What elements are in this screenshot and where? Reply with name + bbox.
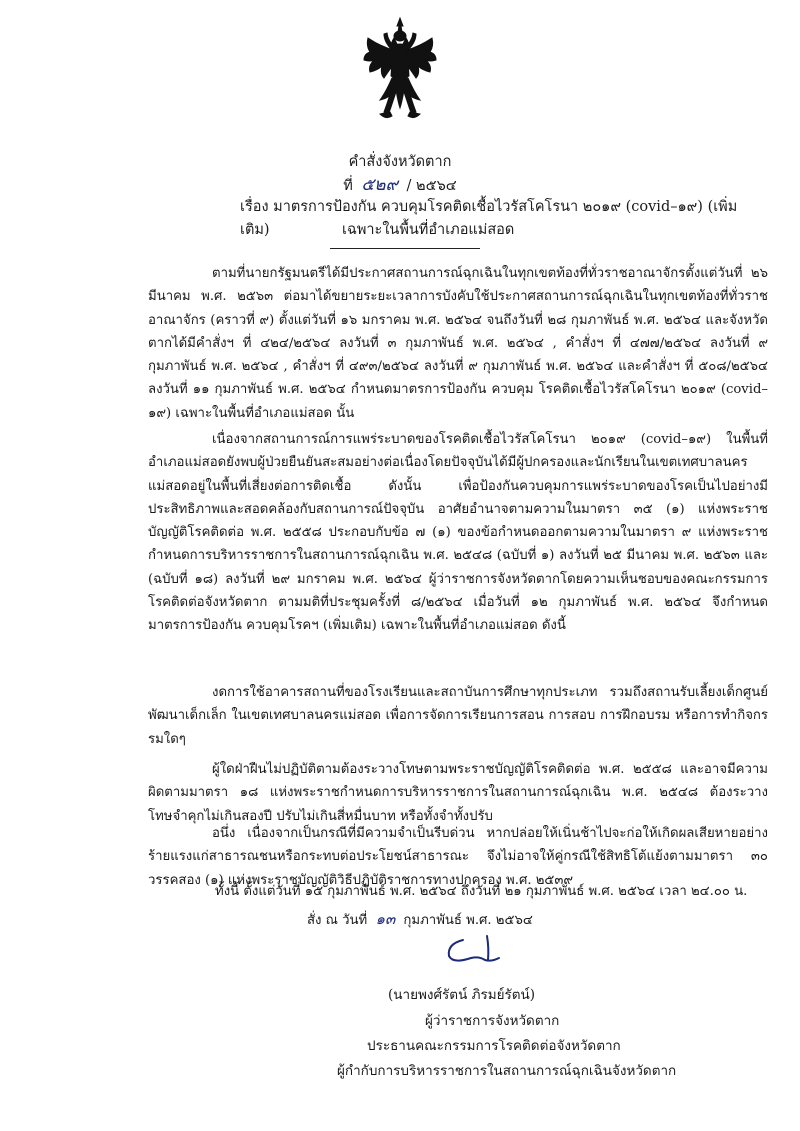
issued-month-year: กุมภาพันธ์ พ.ศ. ๒๕๖๔ bbox=[403, 913, 533, 928]
paragraph-reason: เนื่องจากสถานการณ์การแพร่ระบาดของโรคติดเชื้อไวรัสโคโรนา ๒๐๑๙ (covid–๑๙) ในพื้นที่อำเภอแม่สอดยังพบผู้ป่วยยืนยันสะสมอย่างต่อเนื่องโดยปัจจุบันได้มีผู้ปกครองและนักเรียนในเขตเทศบาลนครแม่สอดอยู่ในพื้นที่เสี่ยงต่อการติดเชื้อ ดังนั้น เพื่อป้องกันควบคุมการแพร่ระบาดของโรคเป็นไปอย่างมีประสิทธิภาพและสอดคล้องกับสถานการณ์ปัจจุบัน อาศัยอำนาจตามความในมาตรา ๓๕ (๑) แห่งพระราชบัญญัติโรคติดต่อ พ.ศ. ๒๕๕๘ ประกอบกับข้อ ๗ (๑) ของข้อกำหนดออกตามความในมาตรา ๙ แห่งพระราชกำหนดการบริหารราชการในสถานการณ์ฉุกเฉิน พ.ศ. ๒๕๔๘ (ฉบับที่ ๑) ลงวันที่ ๒๕ มีนาคม พ.ศ. ๒๕๖๓ และ (ฉบับที่ ๑๘) ลงวันที่ ๒๙ มกราคม พ.ศ. ๒๕๖๔ ผู้ว่าราชการจังหวัดตากโดยความเห็นชอบของคณะกรรมการโรคติดต่อจังหวัดตาก ตามมติที่ประชุมครั้งที่ ๘/๒๕๖๔ เมื่อวันที่ ๑๒ กุมภาพันธ์ พ.ศ. ๒๕๖๔ จึงกำหนดมาตรการป้องกัน ควบคุมโรคฯ (เพิ่มเติม) เฉพาะในพื้นที่อำเภอแม่สอด ดังนี้ bbox=[148, 432, 768, 634]
order-number bbox=[0, 171, 800, 198]
order-number-prefix: ที่ bbox=[343, 178, 353, 194]
subject-line: เรื่อง มาตรการป้องกัน ควบคุมโรคติดเชื้อไวรัสโคโรนา ๒๐๑๙ (covid–๑๙) (เพิ่มเติม) bbox=[240, 199, 738, 238]
issued-day-handwritten: ๑๓ bbox=[375, 910, 396, 928]
signatory-position-emergency-director: ผู้กำกับการบริหารราชการในสถานการณ์ฉุกเฉินจังหวัดตาก bbox=[337, 1063, 677, 1079]
paragraph-measure: งดการใช้อาคารสถานที่ของโรงเรียนและสถาบันการศึกษาทุกประเภท รวมถึงสถานรับเลี้ยงเด็กศูนย์พัฒนาเด็กเล็ก ในเขตเทศบาลนครแม่สอด เพื่อการจัดการเรียนการสอน การสอบ การฝึกอบรม หรือการทำกิจกรรมใดๆ bbox=[148, 685, 768, 747]
order-title: คำสั่งจังหวัดตาก bbox=[348, 154, 452, 170]
garuda-emblem-icon bbox=[360, 16, 440, 126]
order-number-suffix: / ๒๕๖๔ bbox=[406, 178, 457, 194]
title-divider bbox=[330, 248, 480, 249]
effective-period: ทั้งนี้ ตั้งแต่วันที่ ๑๕ กุมภาพันธ์ พ.ศ. ๒๕๖๔ ถึงวันที่ ๒๑ กุมภาพันธ์ พ.ศ. ๒๕๖๔ เวลา ๒๔.๐๐ น. bbox=[215, 884, 748, 899]
signatory-position-governor: ผู้ว่าราชการจังหวัดตาก bbox=[425, 1013, 560, 1029]
signatory-name: (นายพงศ์รัตน์ ภิรมย์รัตน์) bbox=[388, 987, 536, 1003]
signatory-position-committee-chair: ประธานคณะกรรมการโรคติดต่อจังหวัดตาก bbox=[367, 1038, 621, 1054]
paragraph-penalty: ผู้ใดฝ่าฝืนไม่ปฏิบัติตามต้องระวางโทษตามพระราชบัญญัติโรคติดต่อ พ.ศ. ๒๕๕๘ และอาจมีความผิดตามมาตรา ๑๘ แห่งพระราชกำหนดการบริหารราชการในสถานการณ์ฉุกเฉิน พ.ศ. ๒๕๔๘ ต้องระวางโทษจำคุกไม่เกินสองปี ปรับไม่เกินสี่หมื่นบาท หรือทั้งจำทั้งปรับ bbox=[148, 762, 768, 824]
paragraph-urgency: อนึ่ง เนื่องจากเป็นกรณีที่มีความจำเป็นรีบด่วน หากปล่อยให้เนิ่นช้าไปจะก่อให้เกิดผลเสียหายอย่างร้ายแรงแก่สาธารณชนหรือกระทบต่อประโยชน์สาธารณะ จึงไม่อาจให้คู่กรณีใช้สิทธิโต้แย้งตามมาตรา ๓๐ วรรคสอง (๑) แห่งพระราชบัญญัติวิธีปฏิบัติราชการทางปกครอง พ.ศ. ๒๕๓๙ bbox=[148, 826, 768, 888]
order-number-handwritten: ๕๒๙ bbox=[361, 175, 398, 195]
issued-prefix: สั่ง ณ วันที่ bbox=[307, 913, 368, 928]
paragraph-background: ตามที่นายกรัฐมนตรีได้มีประกาศสถานการณ์ฉุกเฉินในทุกเขตท้องที่ทั่วราชอาณาจักรตั้งแต่วันที่ ๒๖ มีนาคม พ.ศ. ๒๕๖๓ ต่อมาได้ขยายระยะเวลาการบังคับใช้ประกาศสถานการณ์ฉุกเฉินในทุกเขตท้องที่ทั่วราชอาณาจักร (คราวที่ ๙) ตั้งแต่วันที่ ๑๖ มกราคม พ.ศ. ๒๕๖๔ จนถึงวันที่ ๒๘ กุมภาพันธ์ พ.ศ. ๒๕๖๔ และจังหวัดตากได้มีคำสั่งฯ ที่ ๔๒๔/๒๕๖๔ ลงวันที่ ๓ กุมภาพันธ์ พ.ศ. ๒๕๖๔ , คำสั่งฯ ที่ ๔๗๗/๒๕๖๔ ลงวันที่ ๙ กุมภาพันธ์ พ.ศ. ๒๕๖๔ , คำสั่งฯ ที่ ๔๙๓/๒๕๖๔ ลงวันที่ ๙ กุมภาพันธ์ พ.ศ. ๒๕๖๔ และคำสั่งฯ ที่ ๕๐๘/๒๕๖๔ ลงวันที่ ๑๑ กุมภาพันธ์ พ.ศ. ๒๕๖๔ กำหนดมาตรการป้องกัน ควบคุม โรคติดเชื้อไวรัสโคโรนา ๒๐๑๙ (covid–๑๙) เฉพาะในพื้นที่อำเภอแม่สอด นั้น bbox=[148, 266, 768, 421]
issued-date bbox=[307, 907, 533, 931]
subject-area: เฉพาะในพื้นที่อำเภอแม่สอด bbox=[342, 222, 515, 238]
handwritten-signature bbox=[425, 930, 525, 970]
